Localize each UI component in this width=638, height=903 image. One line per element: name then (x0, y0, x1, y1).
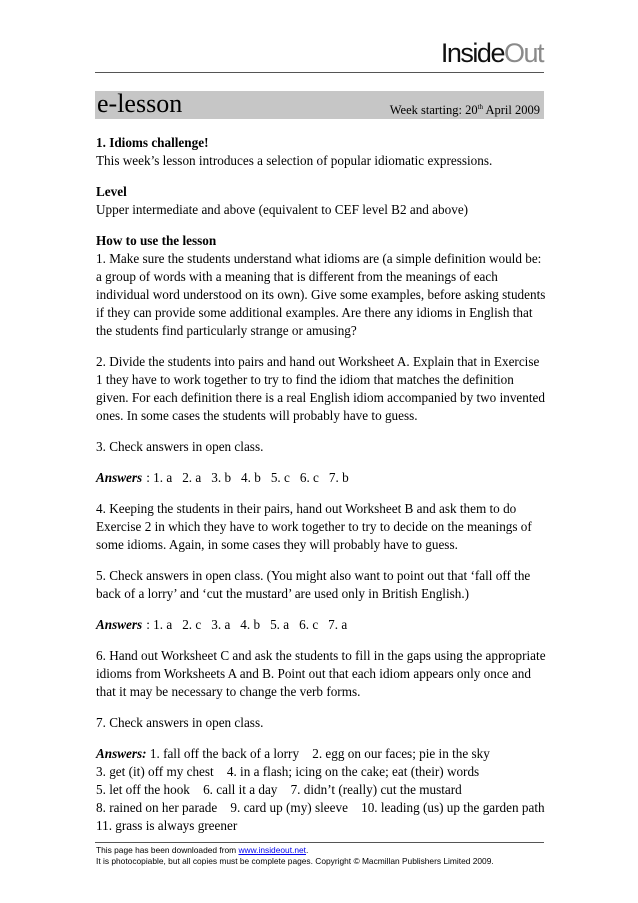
answer-line: 11. grass is always greener (96, 818, 238, 833)
section-heading: 1. Idioms challenge! (96, 135, 209, 150)
answers-exercise-3 (96, 745, 546, 835)
inside-out-logo (441, 40, 543, 67)
level-block (96, 183, 546, 219)
level-heading: Level (96, 184, 127, 199)
answer-line: 1. fall off the back of a lorry 2. egg on our faces; pie in the sky (149, 746, 490, 761)
step-1: 1. Make sure the students understand what idioms are (a simple definition would be: a group of words with a meaning that is different from the meanings of each individual word understood on its own). Give some examples, before asking students if they can provide some additional examples. Are there any idioms in English that the students find particularly strange or amusing? (96, 251, 546, 338)
title-banner (95, 91, 544, 119)
week-starting (390, 100, 540, 117)
answer-item: 3. a (211, 617, 231, 632)
answers-label: Answers: (96, 746, 147, 761)
footer-suffix: . (306, 845, 309, 855)
week-prefix: Week starting: 20 (389, 103, 478, 117)
answer-item: 6. c (299, 470, 319, 485)
step-6: 6. Hand out Worksheet C and ask the students to fill in the gaps using the appropriate idioms from Worksheets A and B. Point out that each idiom appears only once and that it may be necessary to change the verb forms. (96, 648, 546, 699)
answer-item: 4. b (241, 470, 261, 485)
step-5: 5. Check answers in open class. (You might also want to point out that ‘fall off the back of a lorry’ and ‘cut the mustard’ are used only in British English.) (96, 568, 531, 601)
footer-rule (95, 842, 544, 843)
insideout-link[interactable]: www.insideout.net (238, 845, 306, 855)
page-title: e-lesson (97, 89, 183, 118)
howto-heading: How to use the lesson (96, 233, 217, 248)
step-3: 3. Check answers in open class. (96, 439, 264, 454)
answer-line: 8. rained on her parade 9. card up (my) sleeve 10. leading (us) up the garden path (96, 800, 545, 815)
lesson-content (96, 134, 546, 848)
footer-copyright: It is photocopiable, but all copies must be complete pages. Copyright © Macmillan Publishers Limited 2009. (96, 856, 494, 866)
answer-item: 4. b (240, 617, 261, 632)
logo-out: Out (503, 38, 543, 68)
footer (96, 845, 494, 867)
answer-line: 5. let off the hook 6. call it a day 7. didn’t (really) cut the mustard (96, 782, 462, 797)
howto-block (96, 232, 546, 340)
week-suffix: April 2009 (483, 103, 540, 117)
answer-line: 3. get (it) off my chest 4. in a flash; icing on the cake; eat (their) words (96, 764, 480, 779)
answer-item: 2. a (182, 470, 202, 485)
answer-item: 6. c (299, 617, 319, 632)
answers-label: Answers (96, 617, 143, 632)
answer-item: 3. b (211, 470, 232, 485)
step-7: 7. Check answers in open class. (96, 715, 264, 730)
answer-item: 5. a (270, 617, 290, 632)
answers-exercise-1: Answers : 1. a 2. a 3. b 4. b 5. c 6. c 7. b (96, 470, 349, 485)
answers-exercise-2: Answers : 1. a 2. c 3. a 4. b 5. a 6. c 7. a (96, 617, 348, 632)
week-sup: th (477, 103, 484, 111)
answer-item: 1. a (153, 617, 173, 632)
logo-inside: Inside (440, 38, 504, 68)
level-text: Upper intermediate and above (equivalent to CEF level B2 and above) (96, 202, 469, 217)
answer-item: 7. b (328, 470, 349, 485)
header-rule (95, 72, 544, 73)
answer-item: 5. c (270, 470, 290, 485)
footer-prefix: This page has been downloaded from (96, 845, 239, 855)
answers-label: Answers (96, 470, 143, 485)
step-4: 4. Keeping the students in their pairs, hand out Worksheet B and ask them to do Exercise 2 in which they have to work together to try to decide on the meanings of some idioms. Again, in some cases they will probably have to guess. (96, 501, 532, 552)
answer-item: 1. a (153, 470, 173, 485)
answer-item: 2. c (182, 617, 202, 632)
section-intro-text: This week’s lesson introduces a selection of popular idiomatic expressions. (96, 153, 493, 168)
section-intro (96, 134, 546, 170)
answer-item: 7. a (328, 617, 348, 632)
step-2: 2. Divide the students into pairs and hand out Worksheet A. Explain that in Exercise 1 they have to work together to try to find the idiom that matches the definition given. For each definition there is a real English idiom accompanied by two invented ones. In some cases the students will probably have to guess. (96, 354, 545, 423)
